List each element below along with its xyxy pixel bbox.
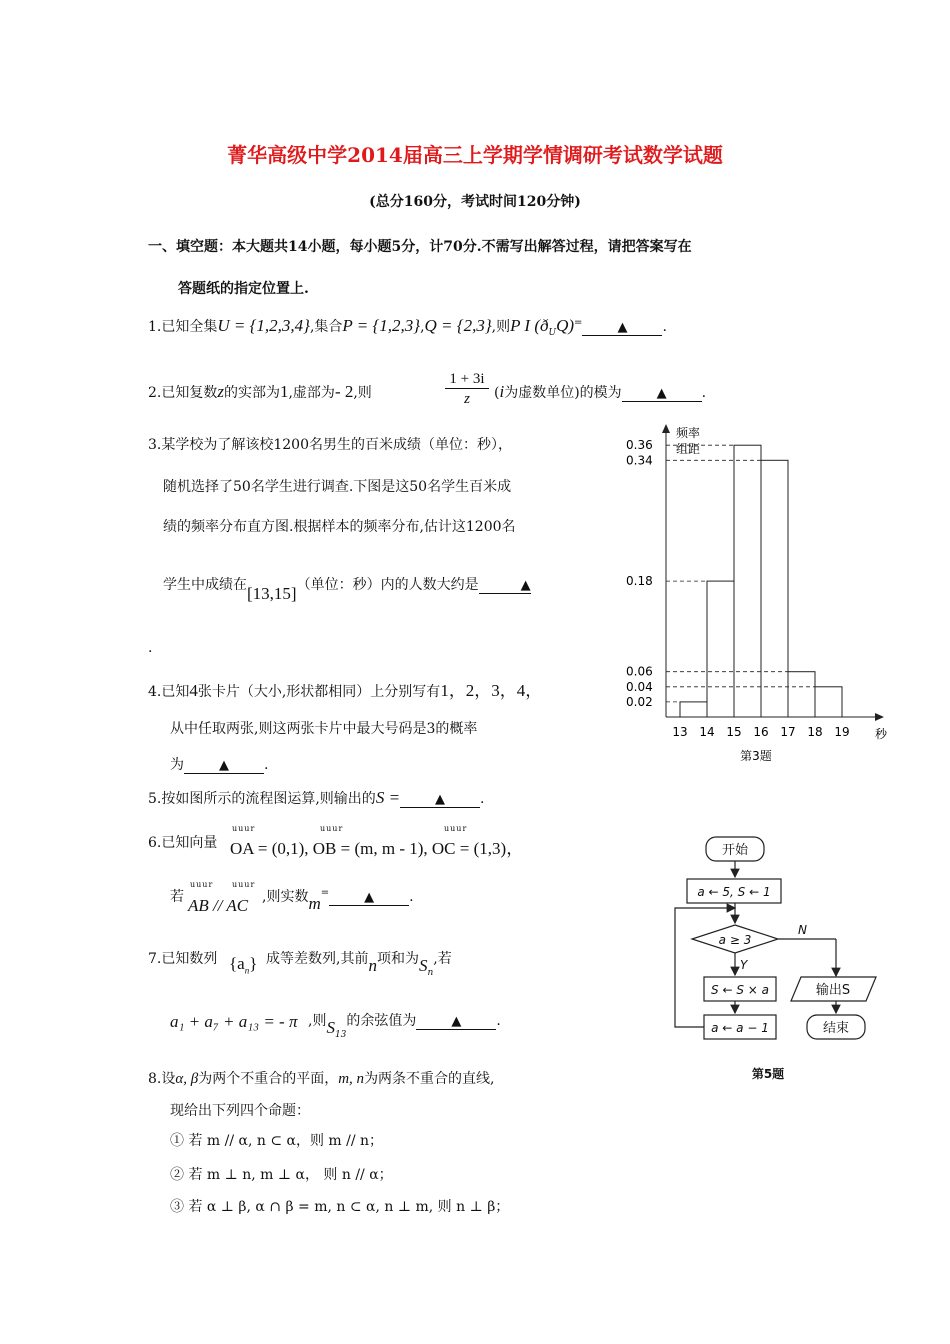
x-tick-label: 13 (672, 725, 688, 739)
question-7-cont: 成等差数列,其前n项和为$S_n$,若 (266, 951, 452, 978)
q7-condition: a₁ + a₇ + a₁₃ = - π (170, 1012, 298, 1031)
question-8-line-2: 现给出下列四个命题： (170, 1103, 310, 1119)
vector-arrow-marks: uuur (320, 824, 344, 833)
answer-blank[interactable]: ▲ (582, 321, 662, 336)
x-tick-label: 18 (807, 725, 823, 739)
question-3-line-1: 3.某学校为了解该校1200名男生的百米成绩（单位：秒）， (148, 437, 512, 453)
q7-sequence: $\{a_n\}$ (229, 954, 258, 976)
flow-start-label: 开始 (721, 843, 749, 858)
histogram-bar (788, 672, 815, 717)
question-2-cont: (i为虚数单位)的模为 ▲ . (494, 382, 707, 401)
answer-blank[interactable]: ▲ (329, 891, 409, 906)
answer-blank[interactable]: ▲ (400, 793, 480, 808)
q2-fraction: 1 + 3i z (445, 370, 489, 409)
question-1: 1.已知全集U = {1,2,3,4},集合P = {1,2,3},Q = {2,3},则P I $(ð_UQ)^=$ ▲ . (148, 316, 667, 338)
flow-output-label: 输出S (815, 983, 851, 998)
vector-arrow-marks: uuur (232, 880, 256, 889)
y-tick-label: 0.18 (626, 574, 653, 589)
x-tick-label: 15 (726, 725, 742, 739)
question-4-line-2: 从中任取两张,则这两张卡片中最大号码是3的概率 (170, 721, 478, 737)
x-axis-unit: 秒 (875, 727, 888, 741)
proposition-3: ③ 若 α ⊥ β, α ∩ β = m, n ⊂ α, n ⊥ m, 则 n ⊥ β； (170, 1199, 510, 1215)
vector-arrow-marks: uuur (190, 880, 214, 889)
vector-arrow-marks: uuur (232, 824, 256, 833)
question-6-line-2-cont: ,则实数m= ▲ . (262, 887, 414, 913)
question-4-line-1: 4.已知4张卡片（大小,形状都相同）上分别写有1，2，3，4， (148, 681, 543, 700)
flow-init-label: a ← 5, S ← 1 (697, 885, 771, 899)
flow-loop-back (675, 908, 735, 1027)
histogram-bar (680, 702, 707, 717)
section-1-heading: 一、填空题：本大题共14小题，每小题5分，计70分.不需写出解答过程，请把答案写在 (148, 239, 692, 255)
flow-decrement-label: a ← a − 1 (711, 1021, 769, 1035)
histogram-caption: 第3题 (740, 749, 772, 763)
x-tick-label: 14 (699, 725, 715, 739)
question-3-end: . (148, 640, 153, 656)
question-7-line-2: ,则$S_{13}$的余弦值为 ▲ . (308, 1013, 501, 1040)
x-tick-label: 17 (780, 725, 796, 739)
flow-no-label: N (798, 923, 807, 937)
flowchart (670, 830, 890, 1090)
question-3-line-4: 学生中成绩在[13,15]（单位：秒）内的人数大约是 ▲ (163, 577, 531, 603)
page-subtitle: (总分160分，考试时间120分钟) (369, 194, 581, 210)
y-axis-arrow (662, 424, 670, 433)
vector-arrow-marks: uuur (444, 824, 468, 833)
histogram-bar (707, 581, 734, 717)
page-title: 菁华高级中学2014届高三上学期学情调研考试数学试题 (227, 143, 723, 167)
y-tick-label: 0.06 (626, 664, 653, 679)
question-8-line-1: 8.设α, β为两个不重合的平面，m, n为两条不重合的直线, (148, 1071, 495, 1087)
question-3-line-3: 绩的频率分布直方图.根据样本的频率分布,估计这1200名 (163, 519, 516, 535)
guide-lines (666, 445, 815, 702)
q6-vectors: OA = (0,1), OB = (m, m - 1), OC = (1,3)， (230, 839, 524, 858)
y-tick-label: 0.36 (626, 438, 653, 453)
answer-blank[interactable]: ▲ (479, 579, 531, 594)
y-tick-labels (626, 438, 653, 709)
x-tick-label: 19 (834, 725, 850, 739)
y-tick-label: 0.02 (626, 694, 653, 709)
answer-blank[interactable]: ▲ (184, 759, 264, 774)
y-axis-label-top: 频率 (676, 426, 701, 440)
answer-blank[interactable]: ▲ (416, 1015, 496, 1030)
histogram-bar (815, 687, 842, 717)
histogram-bar (761, 460, 788, 717)
question-7: 7.已知数列 (148, 951, 218, 967)
x-tick-label: 16 (753, 725, 769, 739)
y-tick-label: 0.04 (626, 679, 653, 694)
y-tick-label: 0.34 (626, 453, 653, 468)
question-6-line-2: 若 (170, 889, 184, 905)
question-3-line-2: 随机选择了50名学生进行调查.下图是这50名学生百米成 (163, 479, 512, 495)
x-tick-labels (672, 725, 849, 739)
proposition-2: ② 若 m ⊥ n, m ⊥ α， 则 n // α； (170, 1167, 393, 1183)
question-4-line-3: 为 ▲ . (170, 757, 269, 773)
y-axis-label-bottom: 组距 (676, 442, 701, 456)
frequency-histogram (620, 420, 890, 770)
flowchart-caption: 第5题 (751, 1067, 785, 1081)
answer-blank[interactable]: ▲ (622, 387, 702, 402)
flow-yes-label: Y (740, 958, 748, 972)
question-5: 5.按如图所示的流程图运算,则输出的S = ▲ . (148, 788, 485, 807)
question-6: 6.已知向量 (148, 835, 218, 851)
histogram-bar (734, 445, 761, 717)
x-axis-arrow (875, 713, 884, 721)
question-2: 2.已知复数z的实部为1,虚部为- 2,则 (148, 382, 372, 401)
flow-multiply-label: S ← S × a (711, 983, 769, 997)
q6-condition: AB // AC (188, 896, 249, 915)
flow-end-label: 结束 (822, 1021, 850, 1036)
proposition-1: ① 若 m // α, n ⊂ α，则 m // n； (170, 1133, 384, 1149)
section-1-heading-cont: 答题纸的指定位置上. (178, 281, 309, 297)
flow-condition-label: a ≥ 3 (718, 933, 752, 947)
